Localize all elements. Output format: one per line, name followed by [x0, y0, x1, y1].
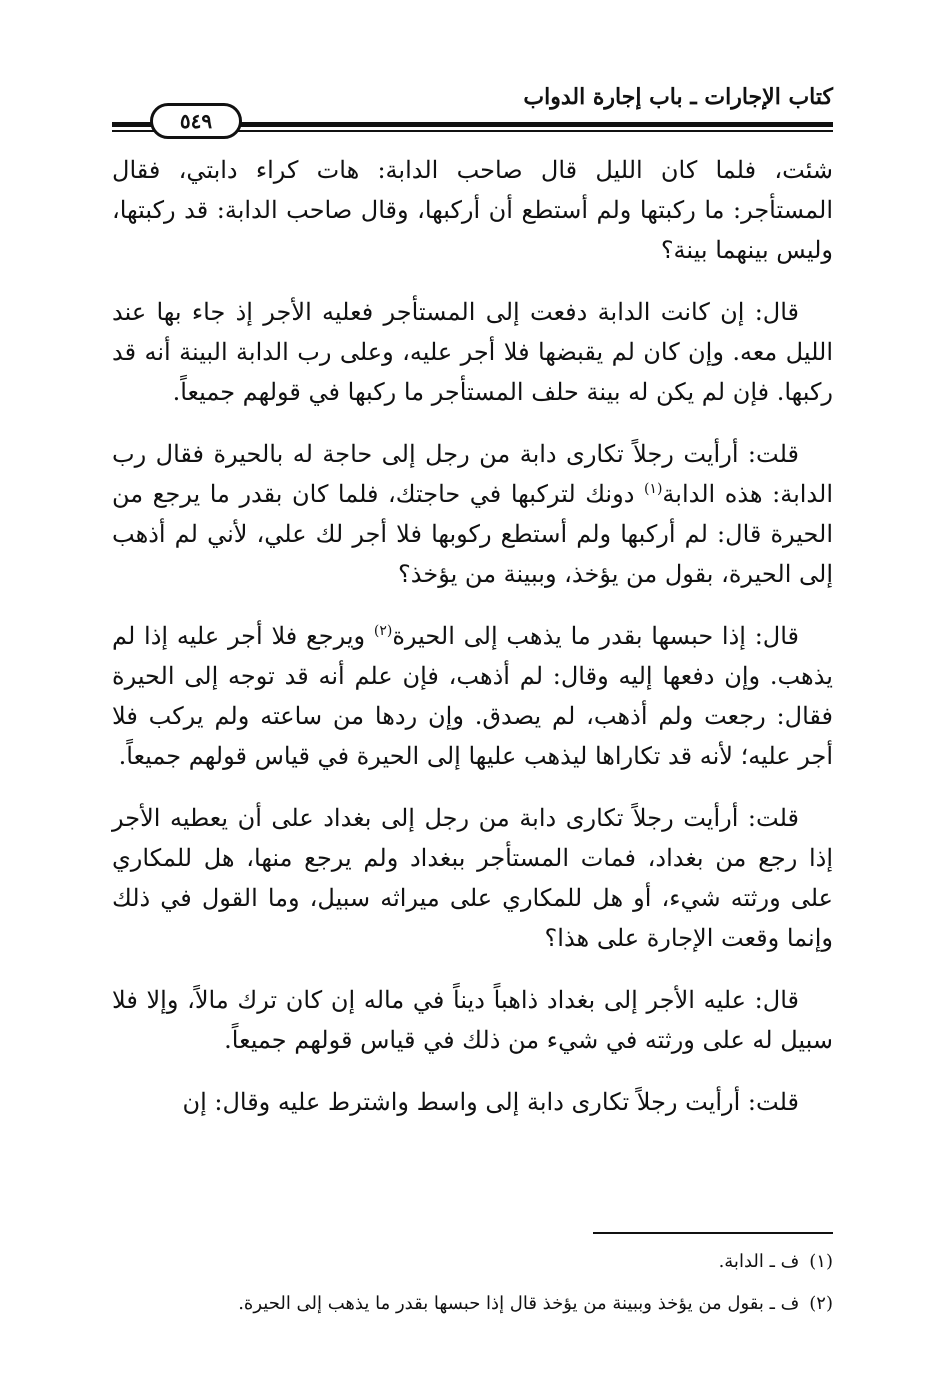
footnote-separator	[593, 1232, 833, 1234]
footnote-text: ف ـ الدابة.	[718, 1251, 800, 1272]
footnote-marker[interactable]: (١)	[643, 481, 663, 497]
footnote-number: (٢)	[809, 1293, 833, 1314]
footnote-marker[interactable]: (٢)	[373, 623, 393, 639]
paragraph-text: قلت: أرأيت رجلاً تكارى دابة من رجل إلى حاجة له بالحيرة فقال رب الدابة: هذه الدابة	[112, 440, 833, 508]
footnote-item	[112, 1245, 833, 1279]
paragraph-text: ويرجع فلا أجر عليه إذا لم يذهب. وإن دفعها إليه وقال: لم أذهب، فإن علم أنه قد توجه إلى الحيرة فقال: رجعت ولم أذهب، لم يصدق. وإن ردها من ساعته ولم يركب فلا أجر عليه؛ لأنه قد تكاراها ليذهب عليها إلى الحيرة في قياس قولهم جميعاً.	[112, 622, 833, 770]
footnote-number: (١)	[809, 1251, 833, 1272]
main-text	[112, 150, 833, 1144]
paragraph-text: دونك لتركبها في حاجتك، فلما كان بقدر ما يرجع من الحيرة قال: لم أركبها ولم أستطع ركوبها فلا أجر لك علي، لأني لم أذهب إلى الحيرة، بقول من يؤخذ، وببينة من يؤخذ؟	[112, 480, 833, 588]
paragraph-text: قال: إذا حبسها بقدر ما يذهب إلى الحيرة	[392, 622, 799, 650]
footnote-text: ف ـ بقول من يؤخذ وببينة من يؤخذ قال إذا حبسها بقدر ما يذهب إلى الحيرة.	[238, 1293, 800, 1314]
paragraph: شئت، فلما كان الليل قال صاحب الدابة: هات كراء دابتي، فقال المستأجر: ما ركبتها ولم أستطع أن أركبها، وقال صاحب الدابة: قد ركبتها، وليس بينهما بينة؟	[112, 156, 833, 264]
paragraph: قال: عليه الأجر إلى بغداد ذاهباً ديناً في ماله إن كان ترك مالاً، وإلا فلا سبيل له على ورثته في شيء من ذلك في قياس قولهم جميعاً.	[112, 986, 833, 1054]
running-header-title: كتاب الإجارات ـ باب إجارة الدواب	[523, 84, 833, 110]
paragraph	[112, 616, 833, 776]
footnote-item	[112, 1287, 833, 1321]
footnotes	[112, 1245, 833, 1329]
paragraph: قال: إن كانت الدابة دفعت إلى المستأجر فعليه الأجر إذ جاء بها عند الليل معه. وإن كان لم يقبضها فلا أجر عليه، وعلى رب الدابة البينة أنه قد ركبها. فإن لم يكن له بينة حلف المستأجر ما ركبها في قولهم جميعاً.	[112, 298, 833, 406]
paragraph: قلت: أرأيت رجلاً تكارى دابة إلى واسط واشترط عليه وقال: إن	[182, 1088, 799, 1116]
page-number: ٥٤٩	[150, 103, 242, 139]
paragraph: قلت: أرأيت رجلاً تكارى دابة من رجل إلى بغداد على أن يعطيه الأجر إذا رجع من بغداد، فمات المستأجر ببغداد ولم يرجع منها، هل للمكاري على ورثته شيء، أو هل للمكاري على ميراثه سبيل، وما القول في ذلك وإنما وقعت الإجارة على هذا؟	[112, 804, 833, 952]
paragraph	[112, 434, 833, 594]
